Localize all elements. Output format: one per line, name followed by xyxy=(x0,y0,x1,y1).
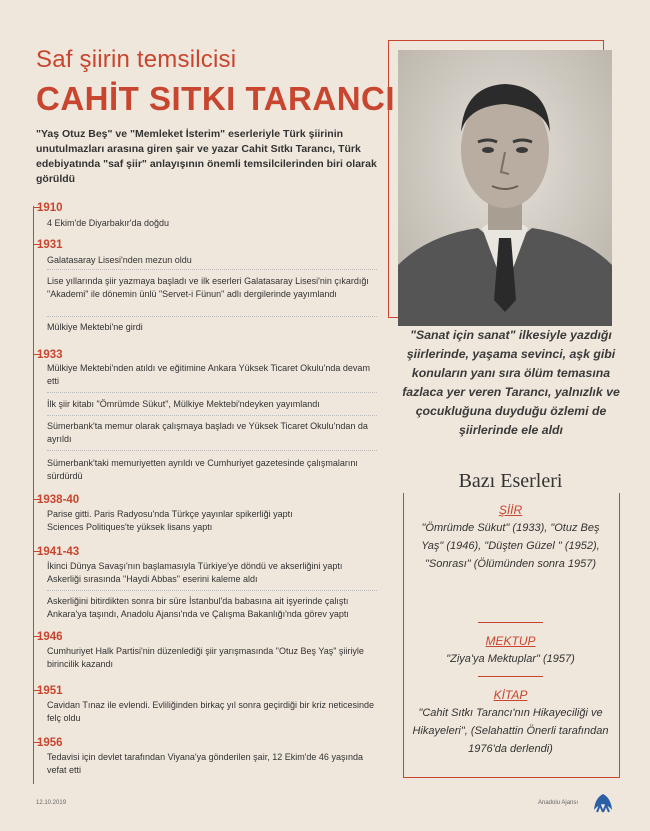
timeline-year: 1938-40 xyxy=(37,494,80,506)
portrait-photo xyxy=(398,50,612,326)
page-title: CAHİT SITKI TARANCI xyxy=(36,80,396,117)
works-category-letter: MEKTUP xyxy=(485,634,536,648)
timeline-event: Galatasaray Lisesi'nden mezun oldu xyxy=(47,255,192,265)
works-category-poem: ŞİİR xyxy=(498,503,523,517)
timeline-event: Parise gitti. Paris Radyosu'nda Türkçe yayınlar spikerliği yaptı Sciences Politiques'te yüksek lisans yaptı xyxy=(47,509,293,532)
timeline-year: 1946 xyxy=(37,631,63,643)
footer-agency: Anadolu Ajansı xyxy=(538,800,579,806)
divider xyxy=(47,269,377,270)
works-category-book: KİTAP xyxy=(493,688,528,702)
timeline-event: Sümerbank'ta memur olarak çalışmaya başladı ve Yüksek Ticaret Okulu'ndan da ayrıldı xyxy=(47,421,368,444)
timeline-year: 1956 xyxy=(37,737,63,749)
timeline-line xyxy=(33,206,34,784)
works-separator xyxy=(478,622,543,623)
timeline-event: Sümerbank'taki memuriyetten ayrıldı ve Cumhuriyet gazetesinde çalışmalarını sürdürdü xyxy=(47,458,358,481)
divider xyxy=(47,415,377,416)
timeline-event: Cumhuriyet Halk Partisi'nin düzenlediği şiir yarışmasında "Otuz Beş Yaş" şiiriyle birincilik kazandı xyxy=(47,646,364,669)
divider xyxy=(47,316,377,317)
works-text-book: "Cahit Sıtkı Tarancı'nın Hikayeciliği ve Hikayeleri", (Selahattin Önerli tarafından 1976'da derlendi) xyxy=(412,707,609,755)
timeline-event: İkinci Dünya Savaşı'nın başlamasıyla Türkiye'ye döndü ve akserliğini yaptı Askerliği sırasında "Haydi Abbas" eserini kaleme aldı xyxy=(47,561,343,584)
timeline-event: Lise yıllarında şiir yazmaya başladı ve ilk eserleri Galatasaray Lisesi'nin çıkardığı "Akademi" ile dönemin ünlü "Servet-i Fünun" adlı dergilerinde yayımlandı xyxy=(47,276,369,299)
aa-logo-icon xyxy=(592,792,614,814)
timeline-event: Cavidan Tınaz ile evlendi. Evliliğinden birkaç yıl sonra geçirdiği bir kriz neticesinde felç oldu xyxy=(47,700,374,723)
timeline-event: Askerliğini bitirdikten sonra bir süre İstanbul'da babasına ait işyerinde çalıştı Ankara'ya taşındı, Anadolu Ajansı'nda ve Çalışma Bakanlığı'nda görev yaptı xyxy=(47,596,349,619)
works-heading: Bazı Eserleri xyxy=(393,470,628,493)
subtitle: Saf şiirin temsilcisi xyxy=(36,46,237,73)
footer-date: 12.10.2019 xyxy=(36,800,67,806)
quote-text: "Sanat için sanat" ilkesiyle yazdığı şiirlerinde, yaşama sevinci, aşk gibi konuların yanı sıra ölüm temasına fazlaca yer veren Tarancı, yalnızlık ve çocukluğuna duyduğu özlemi de şiirlerinde ele aldı xyxy=(402,328,620,437)
timeline-event: Mülkiye Mektebi'nden atıldı ve eğitimine Ankara Yüksek Ticaret Okulu'nda devam etti xyxy=(47,363,370,386)
works-separator xyxy=(478,676,543,677)
timeline-event: Tedavisi için devlet tarafından Viyana'ya gönderilen şair, 12 Ekim'de 46 yaşında vefat etti xyxy=(47,752,363,775)
timeline-event: İlk şiir kitabı "Ömrümde Sükut", Mülkiye Mektebi'ndeyken yayımlandı xyxy=(47,399,320,409)
timeline-year: 1951 xyxy=(37,685,63,697)
timeline-event: 4 Ekim'de Diyarbakır'da doğdu xyxy=(47,218,170,228)
works-text-letter: "Ziya'ya Mektuplar" (1957) xyxy=(446,653,575,665)
intro-text: "Yaş Otuz Beş" ve "Memleket İsterim" eserleriyle Türk şiirinin unutulmazları arasına giren şair ve yazar Cahit Sıtkı Tarancı, Türk edebiyatında "saf şiir" anlayışının önemli temsilcilerinden biri olarak görüldü xyxy=(36,128,377,185)
divider xyxy=(47,392,377,393)
divider xyxy=(47,450,377,451)
timeline-year: 1941-43 xyxy=(37,546,80,558)
timeline-year: 1933 xyxy=(37,349,63,361)
divider xyxy=(47,590,377,591)
timeline-event: Mülkiye Mektebi'ne girdi xyxy=(47,322,143,332)
timeline-year: 1931 xyxy=(37,239,63,251)
works-text-poem: "Ömrümde Sükut" (1933), "Otuz Beş Yaş" (1946), "Düşten Güzel " (1952), "Sonrası" (Ölümünden sonra 1957) xyxy=(421,522,600,570)
timeline-year: 1910 xyxy=(37,202,63,214)
